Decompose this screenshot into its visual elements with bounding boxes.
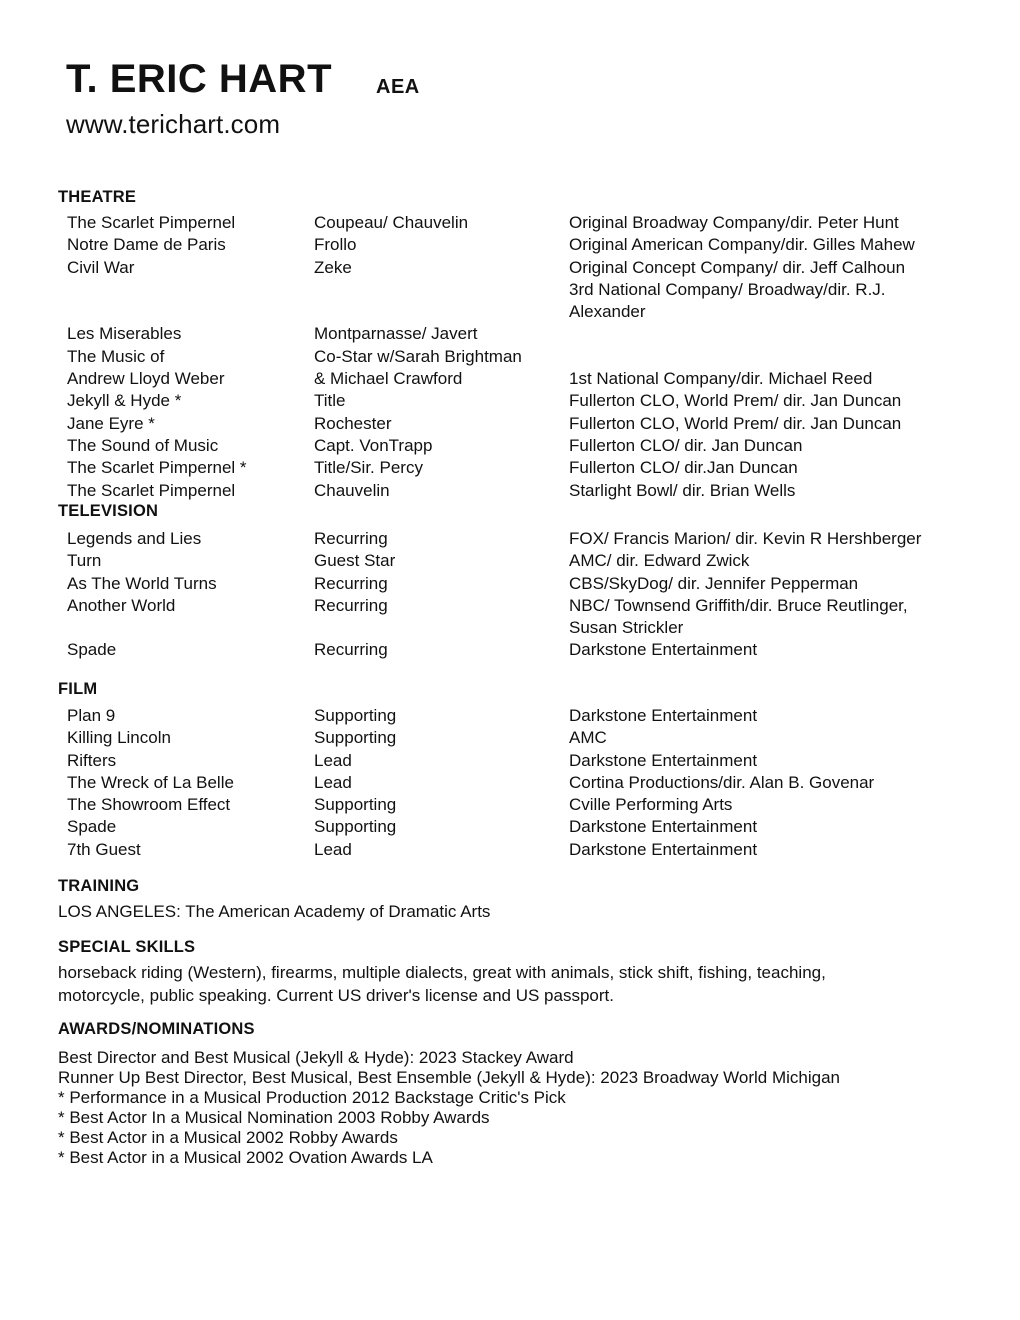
credit-title: The Sound of Music xyxy=(67,435,219,455)
credit-company: Original American Company/dir. Gilles Mahew xyxy=(569,235,915,255)
credit-role: Guest Star xyxy=(314,551,396,571)
credit-title: Jane Eyre * xyxy=(67,413,155,433)
credit-company: FOX/ Francis Marion/ dir. Kevin R Hershberger xyxy=(569,529,922,548)
credit-title: Rifters xyxy=(67,750,117,770)
credit-company: Darkstone Entertainment xyxy=(569,750,758,770)
special-skills-body xyxy=(58,962,963,1007)
credit-company: CBS/SkyDog/ dir. Jennifer Pepperman xyxy=(569,573,859,593)
credit-role: & Michael Crawford xyxy=(314,369,463,389)
credit-title: Andrew Lloyd Weber xyxy=(67,369,225,389)
credit-company: Cortina Productions/dir. Alan B. Govenar xyxy=(569,772,875,792)
credit-role: Supporting xyxy=(314,706,397,725)
credit-company: AMC xyxy=(569,728,607,748)
website-link[interactable]: www.terichart.com xyxy=(66,109,281,139)
credit-role: Recurring xyxy=(314,529,388,548)
credit-role: Lead xyxy=(314,772,352,792)
special-skills-line: motorcycle, public speaking. Current US driver's license and US passport. xyxy=(58,985,614,1005)
credit-company: AMC/ dir. Edward Zwick xyxy=(569,551,750,571)
credit-title: Civil War xyxy=(67,257,135,277)
theatre-company-column xyxy=(569,212,989,502)
theatre-role-column xyxy=(314,212,572,502)
credit-company: Fullerton CLO, World Prem/ dir. Jan Duncan xyxy=(569,413,902,433)
credit-title: Spade xyxy=(67,817,117,837)
credit-company: Darkstone Entertainment xyxy=(569,817,758,837)
section-heading-theatre: THEATRE xyxy=(58,188,137,206)
credit-company: NBC/ Townsend Griffith/dir. Bruce Reutlinger, xyxy=(569,595,908,615)
credit-title: Spade xyxy=(67,640,117,660)
training-line: LOS ANGELES: The American Academy of Dramatic Arts xyxy=(58,902,491,921)
credit-role: Zeke xyxy=(314,257,352,277)
union-affiliation: AEA xyxy=(376,76,420,98)
credit-company: Fullerton CLO, World Prem/ dir. Jan Duncan xyxy=(569,391,902,411)
credit-role: Montparnasse/ Javert xyxy=(314,324,478,344)
credit-title: Jekyll & Hyde * xyxy=(67,391,182,411)
theatre-title-column xyxy=(67,212,317,502)
credit-title: The Scarlet Pimpernel xyxy=(67,480,236,500)
film-title-column xyxy=(67,705,317,861)
credit-company: Starlight Bowl/ dir. Brian Wells xyxy=(569,480,796,500)
award-line: * Best Actor In a Musical Nomination 2003 Robby Awards xyxy=(58,1108,490,1127)
section-heading-special-skills: SPECIAL SKILLS xyxy=(58,938,196,956)
award-line: * Performance in a Musical Production 2012 Backstage Critic's Pick xyxy=(58,1088,566,1107)
credit-title: The Scarlet Pimpernel xyxy=(67,213,236,232)
credit-role: Recurring xyxy=(314,640,388,660)
name-row xyxy=(66,58,966,100)
award-line: * Best Actor in a Musical 2002 Ovation Awards LA xyxy=(58,1148,433,1167)
television-role-column xyxy=(314,528,572,662)
credit-title: Killing Lincoln xyxy=(67,728,171,748)
credit-title: Les Miserables xyxy=(67,324,182,344)
credit-company: Original Broadway Company/dir. Peter Hunt xyxy=(569,213,899,232)
credit-role: Supporting xyxy=(314,817,397,837)
section-heading-film: FILM xyxy=(58,680,98,698)
credit-role: Recurring xyxy=(314,595,388,615)
credit-title: Plan 9 xyxy=(67,706,116,725)
training-body xyxy=(58,901,963,924)
section-heading-awards: AWARDS/NOMINATIONS xyxy=(58,1020,255,1038)
credit-company: Darkstone Entertainment xyxy=(569,640,758,660)
credit-company: Susan Strickler xyxy=(569,618,684,638)
credit-title: The Showroom Effect xyxy=(67,795,231,815)
award-line: Best Director and Best Musical (Jekyll & Hyde): 2023 Stackey Award xyxy=(58,1048,574,1067)
credit-title: The Wreck of La Belle xyxy=(67,772,234,792)
television-title-column xyxy=(67,528,317,662)
credit-title: Legends and Lies xyxy=(67,529,202,548)
awards-body xyxy=(58,1048,963,1168)
credit-role: Rochester xyxy=(314,413,392,433)
credit-role: Capt. VonTrapp xyxy=(314,435,433,455)
credit-company: Darkstone Entertainment xyxy=(569,706,758,725)
credit-company: Cville Performing Arts xyxy=(569,795,733,815)
credit-title: 7th Guest xyxy=(67,839,141,859)
credit-role: Chauvelin xyxy=(314,480,390,500)
credit-title: Another World xyxy=(67,595,176,615)
credit-role: Lead xyxy=(314,750,352,770)
credit-title: Notre Dame de Paris xyxy=(67,235,226,255)
credit-title: As The World Turns xyxy=(67,573,217,593)
credit-role: Title/Sir. Percy xyxy=(314,458,423,478)
credit-role: Title xyxy=(314,391,346,411)
credit-title: The Scarlet Pimpernel * xyxy=(67,458,247,478)
film-company-column xyxy=(569,705,989,861)
page-title: T. ERIC HART xyxy=(66,57,332,101)
television-company-column xyxy=(569,528,989,662)
resume-header xyxy=(66,58,966,140)
credit-company: Alexander xyxy=(569,302,646,322)
credit-role: Coupeau/ Chauvelin xyxy=(314,213,469,232)
section-heading-training: TRAINING xyxy=(58,877,140,895)
film-role-column xyxy=(314,705,572,861)
credit-role: Supporting xyxy=(314,795,397,815)
credit-company: 1st National Company/dir. Michael Reed xyxy=(569,369,873,389)
section-heading-television: TELEVISION xyxy=(58,502,159,520)
award-line: * Best Actor in a Musical 2002 Robby Awards xyxy=(58,1128,398,1147)
credit-company: Original Concept Company/ dir. Jeff Calhoun xyxy=(569,257,906,277)
credit-company: Darkstone Entertainment xyxy=(569,839,758,859)
credit-title: The Music of xyxy=(67,346,165,366)
credit-role: Supporting xyxy=(314,728,397,748)
credit-company: Fullerton CLO/ dir.Jan Duncan xyxy=(569,458,798,478)
credit-title: Turn xyxy=(67,551,102,571)
special-skills-line: horseback riding (Western), firearms, multiple dialects, great with animals, stick shift, fishing, teaching, xyxy=(58,963,826,982)
credit-company: 3rd National Company/ Broadway/dir. R.J. xyxy=(569,279,886,299)
credit-role: Lead xyxy=(314,839,352,859)
credit-role: Recurring xyxy=(314,573,388,593)
award-line: Runner Up Best Director, Best Musical, Best Ensemble (Jekyll & Hyde): 2023 Broadway World Michigan xyxy=(58,1068,841,1087)
credit-role: Co-Star w/Sarah Brightman xyxy=(314,346,522,366)
credit-role: Frollo xyxy=(314,235,357,255)
credit-company: Fullerton CLO/ dir. Jan Duncan xyxy=(569,435,803,455)
